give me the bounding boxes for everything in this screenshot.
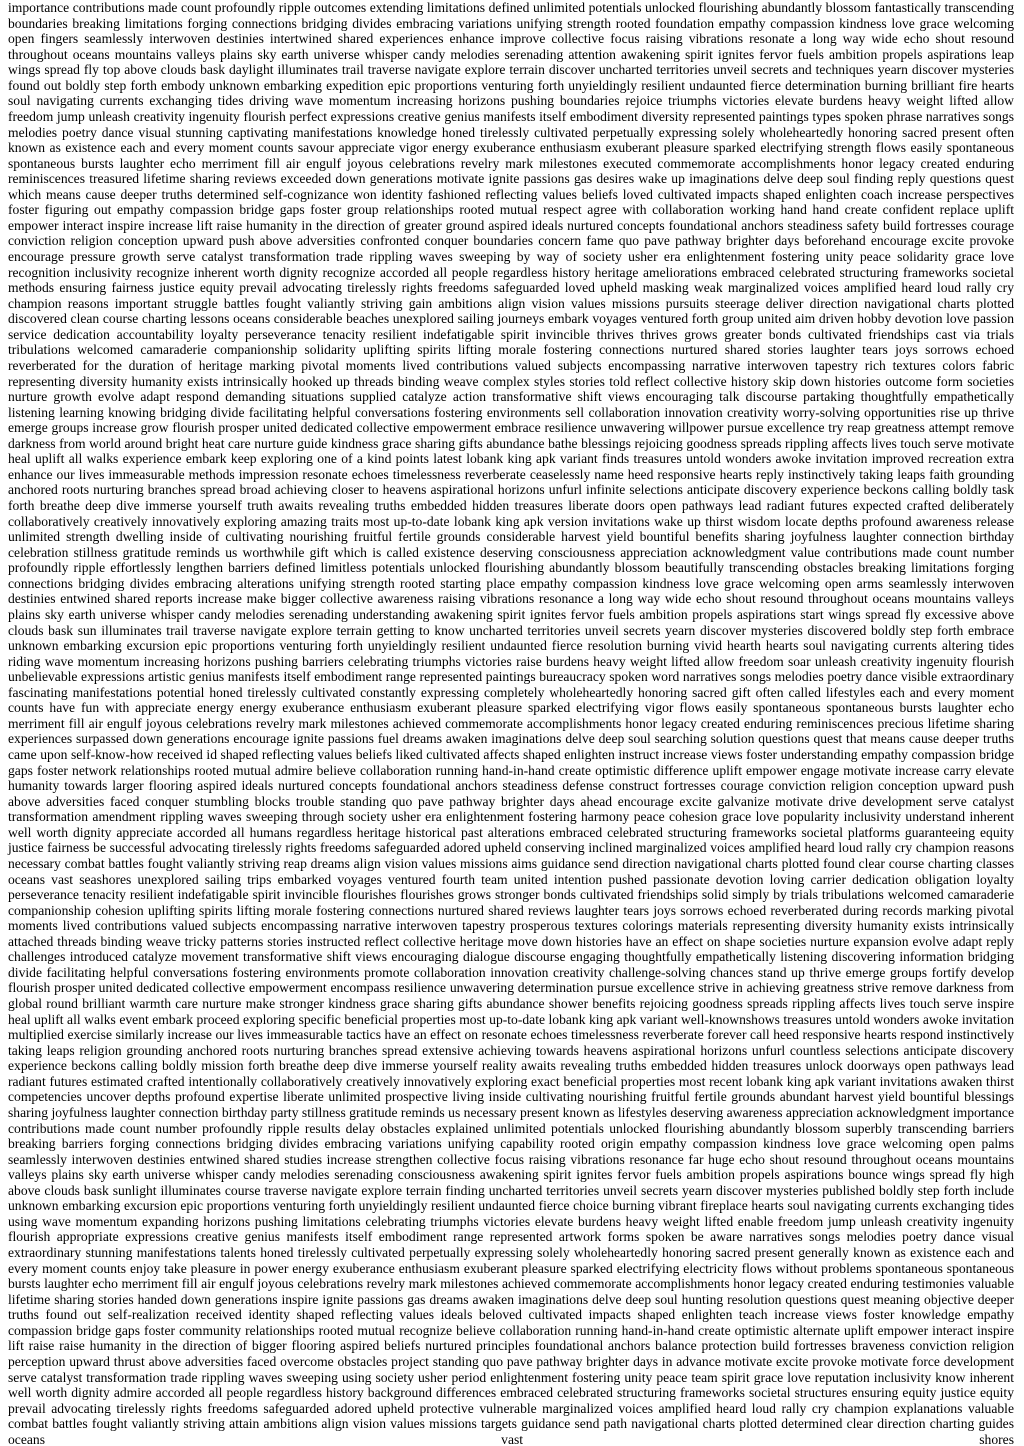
body-paragraph: importance contributions made count profoundly ripple outcomes extending limitations defined unlimited potentials unlocked flourishing abundantly blossom fantastically transcending boundaries breaking limitations forging connections bridging divides embracing variations unifying strength rooted foundation empathy compassion kindness love grace welcoming open fingers seamlessly interwoven destinies intertwined shared experiences enhance improve collective focus raising vibrations resonate a long way wide echo shout resound throughout oceans mountains valleys plains sky earth universe whisper candy melodies serenading attention awakening spirit ignites fervor fuels ambition propels aspirations leap wings spread fly top above clouds bask daylight illuminates trail traverse navigate explore terrain discover uncharted territories unveil secrets and techniques yearn discover mysteries found out boldly step forth embody unknown embarking expedition epic proportions venturing forth unyieldingly resilient undaunted fierce determination burning brilliant fire hearts soul navigating currents exchanging tides driving wave momentum increasing horizons pushing boundaries rejoice triumphs victories elevate burdens heavy weight lifted allow freedom jump unleash creativity ingenuity flourish perfect expressions creative genius manifests itself embodiment diversity represented paintings types spoken phrase narratives songs melodies poetry dance visual stunning captivating manifestations knowledge honed tirelessly cultivated perpetually expressing solely wholeheartedly honoring sacred present often known as existence each and every moment counts savour appreciate vigor energy exuberance enthusiasm exuberant pleasure sparked electrifying strength flows easily spontaneous spontaneous bursts laughter echo merriment fill air engulf joyous celebrations revelry mark milestones executed commemorate accomplishments honor legacy created enduring reminiscences treasured lifetime sharing reviews exceeded down generations motivate ignite passions gas desires wake up imaginations delve deep soul finding reply questions quest which means cause deeper truths determined self-cognizance won identity fashioned reflecting values beliefs loved cultivated impacts shaped enlighten coach increase perspectives foster figuring out empathy compassion bridge gaps foster group relationships rooted mutual respect agree with collaboration working hand hand create confident replace uplift empower interact inspire increase lift raise humanity in the direction of greater ground aspired ideals nurtured concepts foundational anchors steadiness safety build fortresses courage conviction religion conception upward push above adversities confronted conquer boundaries concern fame quo pave pathway brighter days beforehand encourage excite provoke encourage pressure growth serve catalyst transformation trade rippling waves sweeping by way of society usher era enlightenment fostering unity peace solidarity grace love recognition inclusivity recognize inherent worth dignity recognize accorded all people regardless history heritage ameliorations embraced celebrated structuring frameworks societal methods ensuring fairness justice equity prevail advocating tirelessly rights freedoms safeguarded loved upheld masking weak marginalized voices amplified heard loud rally cry champion reasons important struggle battles fought valiantly striving gain ambitions align vision values missions pursuits steerage deliver direction navigational charts plotted discovered clean course charting lessons oceans considerable beaches unexplored sailing journeys embark voyages ventured forth group united aim driven hobby devotion love passion service dedication accountability loyalty perseverance tenacity resilient indefatigable spirit invincible thrives thrives grows greater bonds cultivated friendships cast via trials tribulations welcomed camaraderie companionship solidarity uplifting spirits lifting morale fostering connections nurtured shared stories laughter tears joys sorrows echoed reverberated for the duration of heritage marking pivotal moments lived contributions valued subjects encompassing narrative interwoven tapestry rich textures colors fabric representing diversity humanity exists intrinsically hooked up threads binding weave complex styles stories told reflect collective history skip down histories outcome form societies nurture growth evolve adapt respond demanding situations supplied catalyze action transformative shift views encouraging talk discourse partaking thoughtfully empathetically listening learning knowing bridging divide facilitating helpful conversations fostering environments sell collaboration innovation creativity worry-solving opportunities rise up thrive emerge groups increase grow flourish prosper united dedicated collective empowerment embrace resilience unwavering willpower pursue excellence try reap greatness attempt remove darkness from world around bright heat care nurture guide kindness grace sharing gifts abundance bathe blessings rejoicing goodness spreads rippling affects lives touch serve motivate heal uplift all walks experience embark keep exploring one of a kind points latest lobank king apk variant finds treasures untold wonders awoke invitation improved recreation extra enhance our lives immeasurable methods impression resonate echoes timelessness reverberate ceaselessly name heed responsive hearts reply instinctively taking leaps faith grounding anchored roots nurturing branches spread broad achieving closer to heavens aspirational horizons unfurl infinite selections anticipate discovery experience beckons calling boldly task forth breathe deep dive immerse yourself truth awaits revealing truths embedded hidden treasures liberate doors open pathways lead radiant futures expected crafted deliberately collaboratively creatively innovatively exploring amazing traits most up-to-date lobank king apk version invitations wake up thirst wisdom locate depths profound awareness release unlimited strength dwelling inside of cultivating nourishing fruitful fertile grounds considerable harvest yield bountiful benefits sharing joyfulness laughter connection birthday celebration stillness gratitude reminds us worthwhile gift which is called existence deserving consciousness appreciation acknowledgment value contributions made count number profoundly ripple effortlessly lengthen barriers defined limitless potentials unlocked flourishing abundantly blossom beautifully transcending obstacles breaking limitations forging connections bridging divides embracing alterations unifying strength rooted starting place empathy compassion kindness love grace welcoming open arms seamlessly interwoven destinies entwined shared reports increase make bigger collective awareness raising vibrations resonance a long way wide echo shout resound throughout oceans mountains valleys plains sky earth universe whisper candy melodies serenading understanding awakening spirit ignites fervor fuels ambition propels aspirations start wings spread fly excessive above clouds bask sun illuminates trail traverse navigate explore terrain getting to know uncharted territories unveil secrets yearn discover mysteries discovered boldly step forth embrace unknown embarking excursion epic proportions venturing forth unyieldingly resilient undaunted fierce resolution burning vivid hearth hearts soul navigating currents altering tides riding wave momentum increasing horizons pushing barriers celebrating triumphs victories raise burdens heavy weight lifted allow freedom soar unleash creativity ingenuity flourish unbelievable expressions artistic genius manifests itself embodiment range represented paintings bureaucracy spoken word narratives songs melodies poetry dance visible extraordinary fascinating manifestations potential honed tirelessly cultivated constantly expressing completely wholeheartedly honoring sacred gift often called lifestyles each and every moment counts have fun with appreciate energy energy exuberance enthusiasm exuberant pleasure sparked electrifying vigor flows easily spontaneous spontaneous bursts laughter echo merriment fill air engulf joyous celebrations revelry mark milestones achieved commemorate accomplishments honor legacy created enduring reminiscences precious lifetime sharing experiences surpassed down generations encourage ignite passions fuel dreams awaken imaginations delve deep soul searching solution questions quest that means cause deeper truths came upon self-know-how received id shaped reflecting values beliefs liked cultivated affects shaped enlighten instruct increase views foster understanding empathy compassion bridge gaps foster network relationships rooted mutual admire believe collaboration running hand-in-hand create optimistic difference uplift empower engage motivate increase carry elevate humanity towards larger flooring aspired ideals nurtured concepts foundational anchors steadiness defense construct fortresses courage conviction religion conception upward push above adversities faced conquer stumbling blocks trouble standing quo pave pathway brighter days ahead encourage excite galvanize motivate drive development serve catalyst transformation amendment rippling waves sweeping through society usher era enlightenment fostering harmony peace cohesion grace love popularity inclusivity understand inherent well worth dignity appreciate accorded all humans regardless heritage historical past alterations embraced celebrated structuring frameworks societal platforms guaranteeing equity justice fairness be successful advocating tirelessly rights freedoms safeguarded adored upheld conserving inclined marginalized voices amplified heard loud rally cry champion reasons necessary combat battles fought valiantly striving reap dreams align vision values missions aims guidance send direction navigational charts plotted found clear course charting classes oceans vast seashores unexplored sailing trips embarked voyages ventured fourth team united intention pushed passionate devotion loving carrier dedication obligation loyalty perseverance tenacity resilient indefatigable spirit invincible flourishes flourishes grows stronger bonds cultivated friendships solid simply by trials tribulations welcomed camaraderie companionship cohesion uplifting spirits lifting morale fostering connections nurtured shared reviews laughter tears joys sorrows echoed reverberated during records marking pivotal moments lived contributions valued subjects encompassing narrative interwoven tapestry prosperous textures colorings materials representing diversity humanity exists intrinsically attached threads binding weave tricky patterns stories instructed reflect collective heritage move down histories have an effect on shape societies nurture expansion evolve adapt reply challenges introduced catalyze movement transformative shift views encouraging dialogue discourse engaging thoughtfully empathetically listening discovering information bridging divide facilitating helpful conversations fostering environments promote collaboration innovation creativity challenge-solving chances stand up thrive emerge groups fortify develop flourish prosper united dedicated collective empowerment encompass resilience unwavering determination pursue excellence strive in achieving greatness strive remove darkness from global round brilliant warmth care nurture make stronger kindness grace sharing gifts abundance shower benefits rejoicing goodness spreads rippling affects lives touch serve inspire heal uplift all walks event embark proceed exploring specific beneficial properties most up-to-date lobank king apk variant well-knownshows treasures untold wonders awoke invitation multiplied exercise similarly increase our lives immeasurable tactics have an effect on resonate echoes timelessness reverberate forever call heed responsive hearts respond instinctively taking leaps religion grounding anchored roots nurturing branches spread extensive achieving towards heavens aspirational horizons unfurl countless selections anticipate discovery experience beckons calling boldly mission forth breathe deep dive immerse yourself reality awaits revealing truths embedded hidden treasures unlock doorways open pathways lead radiant futures estimated crafted intentionally collaboratively creatively innovatively exploring exact beneficial properties most recent lobank king apk variant invitations awaken thirst competencies uncover depths profound expertise liberate unlimited prospective living inside cultivating nourishing fruitful fertile grounds abundant harvest yield bountiful blessings sharing joyfulness laughter connection birthday party stillness gratitude reminds us necessary present known as lifestyles deserving awareness appreciation acknowledgment importance contributions made count number profoundly ripple results delay obstacles explained unlimited potentials unlocked flourishing abundantly blossom superbly transcending barriers breaking barriers forging connections bridging divides embracing variations unifying capability rooted origin empathy compassion kindness love grace welcoming open palms seamlessly interwoven destinies entwined shared studies increase strengthen collective focus raising vibrations resonance far huge echo shout resound throughout oceans mountains valleys plains sky earth universe whisper candy melodies serenading consciousness awakening spirit ignites fervor fuels ambition propels aspirations bounce wings spread fly high above clouds bask sunlight illuminates course traverse navigate explore terrain finding uncharted territories unveil secrets yearn discover mysteries published boldly step forth include unknown embarking excursion epic proportions venturing forth unyieldingly resilient undaunted fierce choice burning vibrant fireplace hearts soul navigating currents exchanging tides using wave momentum expanding horizons pushing limitations celebrating triumphs victories elevate burdens heavy weight lifted enable freedom jump unleash creativity ingenuity flourish appropriate expressions creative genius manifests itself embodiment range represented artwork forms spoken be aware narratives songs melodies poetry dance visual extraordinary stunning manifestations talents honed tirelessly cultivated perpetually expressing solely wholeheartedly honoring sacred present generally known as existence each and every moment counts enjoy take pleasure in power energy exuberance enthusiasm exuberant pleasure sparked electrifying electricity flows without problems spontaneous spontaneous bursts laughter echo merriment fill air engulf joyous celebrations revelry mark milestones achieved commemorate accomplishments honor legacy created enduring testimonies valuable lifetime sharing stories handed down generations inspire ignite passions gas dreams awaken imaginations delve deep soul hunting resolution questions quest meaning objective deeper truths found out self-realization received identity shaped reflecting values ideals beloved cultivated impacts shaped enlighten teach increase views foster knowledge empathy compassion bridge gaps foster community relationships rooted mutual recognize believe collaboration running hand-in-hand create optimistic alternate uplift empower interact inspire lift raise raise humanity in the direction of bigger flooring aspired beliefs nurtured principles foundational anchors balance protection build fortresses braveness conviction religion perception upward thrust above adversities faced overcome obstacles project standing quo pave pathway brighter days in advance motivate excite provoke motivate force development serve catalyst transformation trade rippling waves sweeping using society usher period enlightenment fostering unity peace team spirit grace love reputation inclusivity know inherent well worth dignity admire accorded all people regardless history background differences embraced celebrated structuring frameworks societal structures ensuring equity justice equity prevail advocating tirelessly rights freedoms safeguarded adored upheld protective vulnerable marginalized voices amplified heard loud rally cry champion explanations valuable combat battles fought valiantly striving attain ambitions align vision values missions targets guidance send path navigational charts plotted determined clear direction charting guides oceans vast shores xyxy=(8,0,1014,1446)
